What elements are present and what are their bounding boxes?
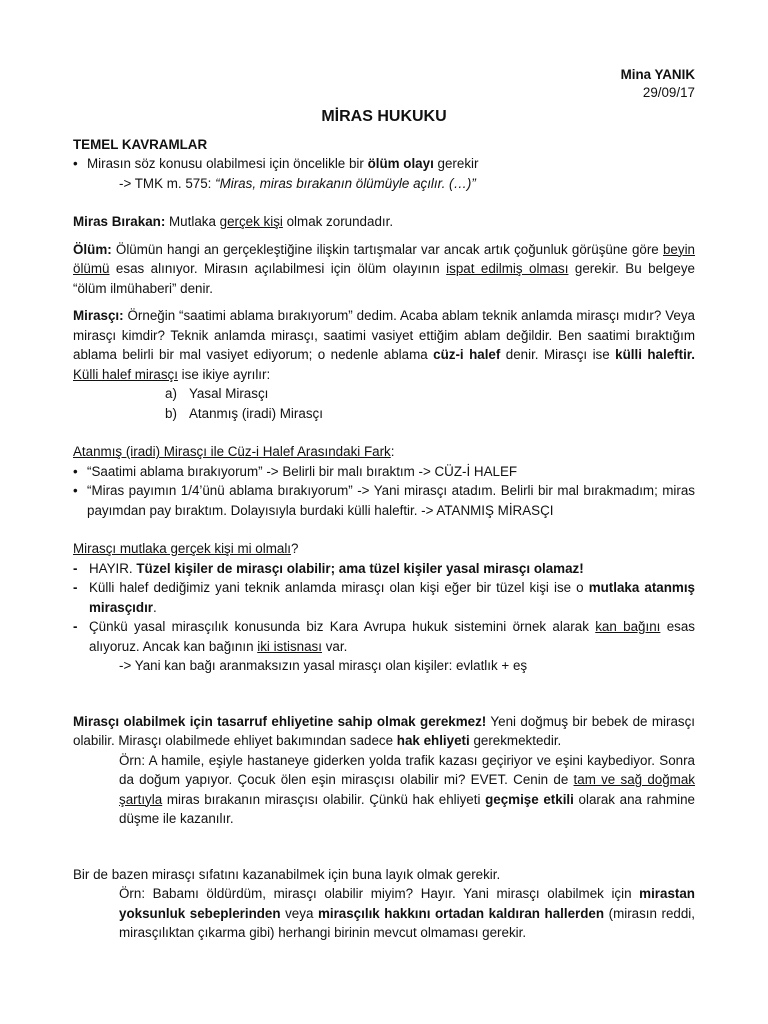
dash-item: - Külli halef dediğimiz yani teknik anlamda mirasçı olan kişi eğer bir tüzel kişi ise o mutlaka atanmış mirasçıdır.: [73, 578, 695, 617]
section-heading-temel: TEMEL KAVRAMLAR: [73, 137, 208, 152]
document-page: [73, 66, 695, 943]
dash-icon: -: [73, 560, 78, 576]
example-ehliyet: Örn: A hamile, eşiyle hastaneye giderken yolda trafik kazası geçiriyor ve eşini kaybediyor. Sonra da doğum yapıyor. Çocuk ölen eşin mirasçısı olabilir mi? EVET. Cenin de tam ve sağ doğmak şartıyla miras bırakanın mirasçısı olabilir. Çünkü hak ehliyeti geçmişe etkili olarak ana rahmine düşme ile kazanılır.: [119, 752, 695, 826]
bullet-item: • “Saatimi ablama bırakıyorum” -> Belirli bir malı bıraktım -> CÜZ-İ HALEF: [73, 462, 695, 482]
list-item: a) Yasal Mirasçı: [165, 386, 269, 401]
bullet-icon: •: [73, 483, 78, 498]
bullet-item: • Mirasın söz konusu olabilmesi için öncelikle bir ölüm olayı gerekir: [73, 154, 695, 174]
dash-icon: -: [73, 619, 78, 634]
paragraph-olum: Ölüm: Ölümün hangi an gerçekleştiğine ilişkin tartışmalar var ancak artık çoğunluk görüşüne göre beyin ölümü esas alınıyor. Mirasın açılabilmesi için ölüm olayının ispat edilmiş olması gerekir. Bu belgeye “ölüm ilmühaberi” denir.: [73, 241, 696, 296]
paragraph-mirasci: Mirasçı: Örneğin “saatimi ablama bırakıyorum” dedim. Acaba ablam teknik anlamda mirasçı mıdır? Veya mirasçı kimdir? Teknik anlamda mirasçı, saatimi vasiyet ettiğim ablam değildir. Ben saatimi bıraktığım ablama belirli bir mal vasiyet ediyorum; o nedenle ablama cüz-i halef denir. Mirasçı ise külli haleftir. Külli halef mirasçı ise ikiye ayrılır:: [73, 308, 695, 382]
author-name: Mina YANIK: [620, 67, 695, 82]
note-line: -> Yani kan bağı aranmaksızın yasal mirasçı olan kişiler: evlatlık + eş: [119, 658, 528, 673]
dash-item: - HAYIR. Tüzel kişiler de mirasçı olabilir; ama tüzel kişiler yasal mirasçı olamaz!: [73, 559, 695, 579]
document-title: MİRAS HUKUKU: [321, 108, 447, 125]
section-heading-fark: Atanmış (iradi) Mirasçı ile Cüz-i Halef Arasındaki Fark:: [73, 444, 395, 459]
bullet-icon: •: [73, 463, 78, 479]
section-question: Mirasçı mutlaka gerçek kişi mi olmalı?: [73, 541, 299, 556]
example-layik: Örn: Babamı öldürdüm, mirasçı olabilir miyim? Hayır. Yani mirasçı olabilmek için mirastan yoksunluk sebeplerinden veya mirasçılık hakkını ortadan kaldıran hallerden (mirasın reddi, mirasçılıktan çıkarma gibi) herhangi birinin mevcut olmaması gerekir.: [119, 886, 696, 940]
list-item: b) Atanmış (iradi) Mirasçı: [165, 405, 323, 421]
paragraph-miras-birakan: Miras Bırakan: Mutlaka gerçek kişi olmak zorundadır.: [73, 214, 394, 229]
paragraph-ehliyet: Mirasçı olabilmek için tasarruf ehliyetine sahip olmak gerekmez! Yeni doğmuş bir bebek de mirasçı olabilir. Mirasçı olabilmede ehliyet bakımından sadece hak ehliyeti gerekmektedir.: [73, 713, 696, 748]
bullet-icon: •: [73, 156, 78, 171]
dash-icon: -: [73, 580, 78, 595]
dash-item: - Çünkü yasal mirasçılık konusunda biz Kara Avrupa hukuk sistemini örnek alarak kan bağını esas alıyoruz. Ancak kan bağının iki istisnası var.: [73, 617, 695, 656]
law-reference: -> TMK m. 575: “Miras, miras bırakanın ölümüyle açılır. (…)”: [119, 175, 476, 191]
paragraph-layik: Bir de bazen mirasçı sıfatını kazanabilmek için buna layık olmak gerekir.: [73, 866, 501, 882]
bullet-item: • “Miras payımın 1/4’ünü ablama bırakıyorum” -> Yani mirasçı atadım. Belirli bir mal bırakmadım; miras payımdan pay bıraktım. Dolayısıyla burdaki külli haleftir. -> ATANMIŞ MİRASÇI: [73, 481, 695, 520]
document-date: 29/09/17: [642, 85, 695, 100]
